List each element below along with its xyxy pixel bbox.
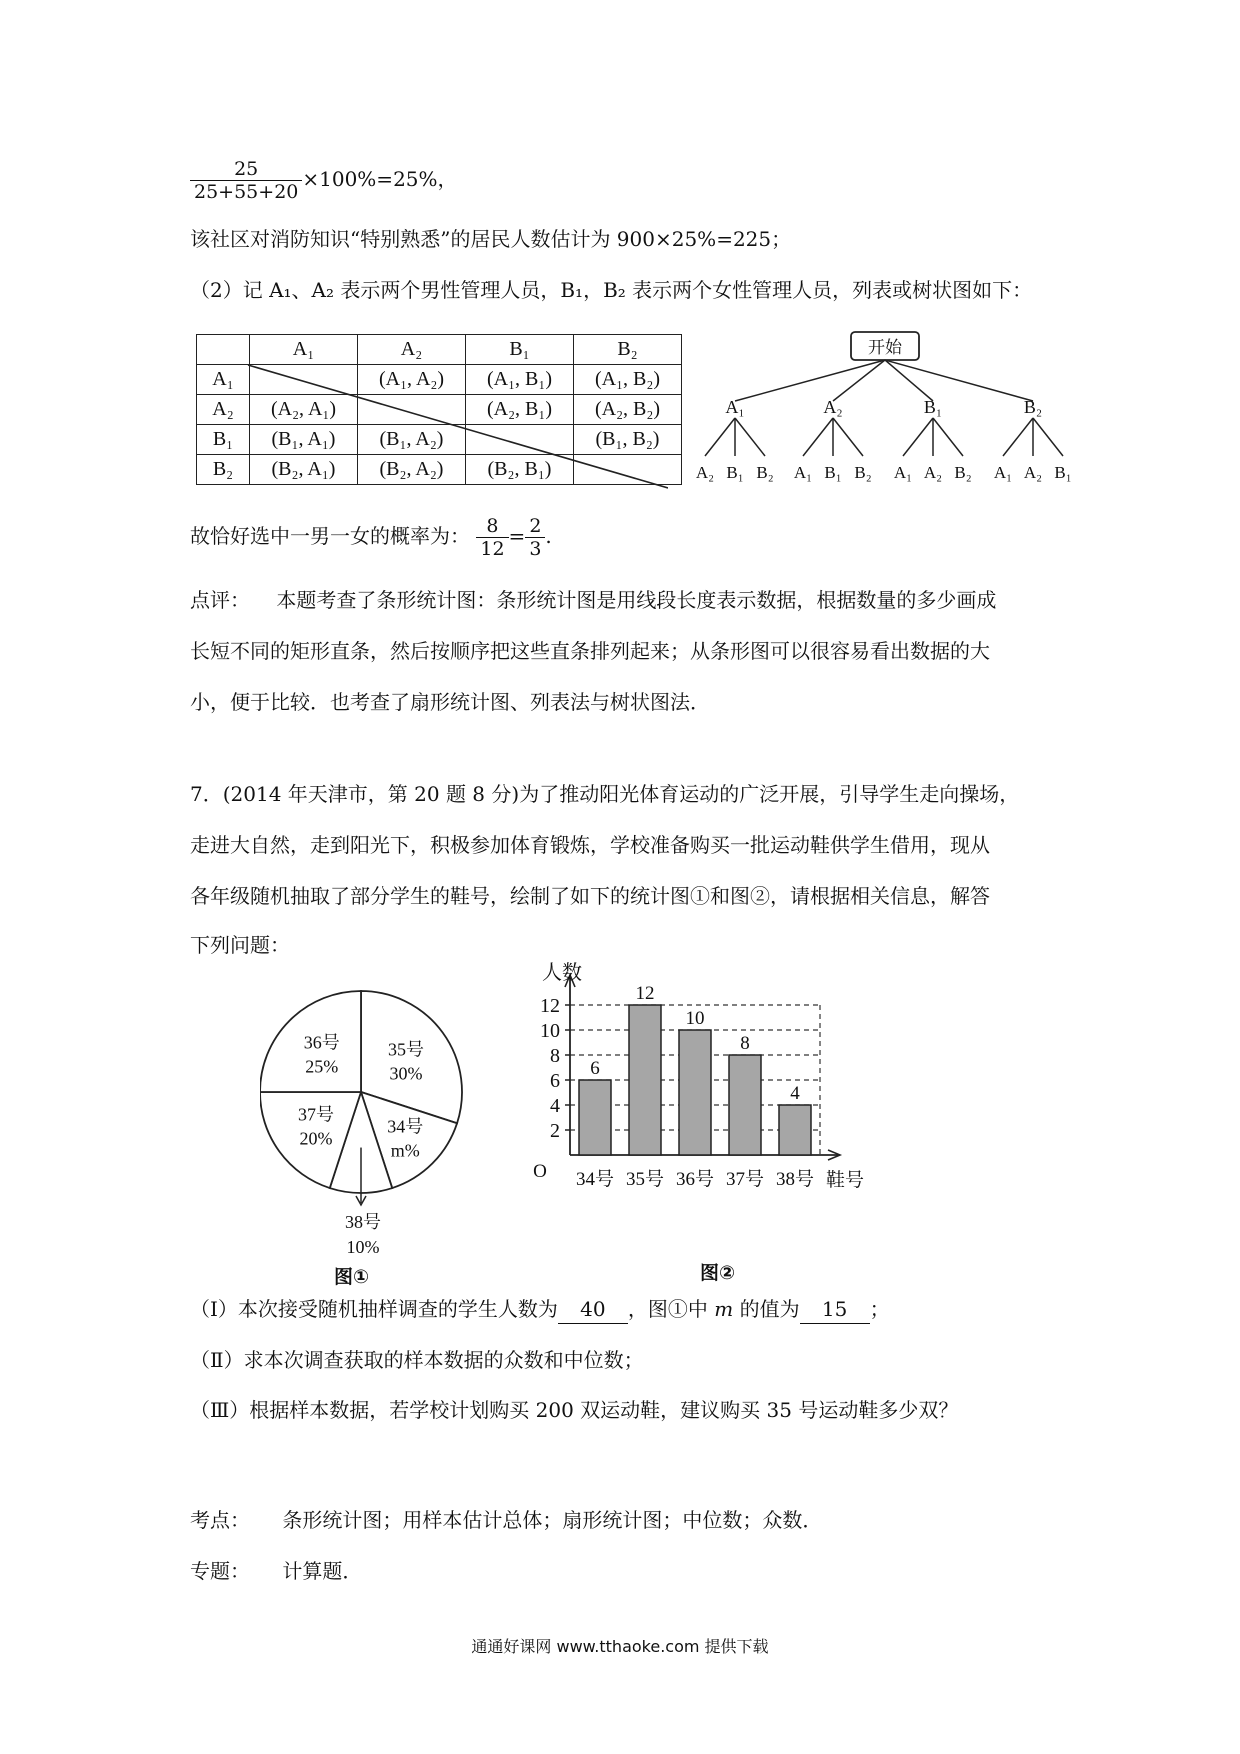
table-cell: A₂: [197, 395, 250, 425]
pie-label-name: 38号: [345, 1212, 381, 1232]
review-text-3: 小，便于比较．也考查了扇形统计图、列表法与树状图法．: [190, 690, 710, 714]
outcome-table-wrap: [196, 334, 682, 485]
bar-value-label: 10: [685, 1008, 705, 1029]
pie-chart: [260, 970, 510, 1260]
bar-value-label: 4: [790, 1083, 800, 1104]
prob-fraction-1: [476, 515, 508, 560]
kaodian-line: [190, 1506, 822, 1534]
tree-node-level2: B₁: [726, 463, 744, 482]
tree-node-level2: A₂: [923, 463, 943, 482]
tree-root-label: 开始: [868, 338, 902, 358]
prob-prefix: 故恰好选中一男一女的概率为：: [190, 524, 470, 548]
table-cell: (A₂, B₁): [466, 395, 574, 425]
table-cell: (A₁, A₂): [358, 365, 466, 395]
pie-label-pct: m%: [390, 1140, 420, 1161]
kaodian-label: 考点：: [190, 1508, 250, 1532]
tree-branch-line: [1003, 418, 1033, 456]
review-text-1: 本题考查了条形统计图：条形统计图是用线段长度表示数据，根据数量的多少画成: [276, 588, 997, 612]
prob-eq: =: [508, 524, 526, 548]
answer-q2: （Ⅱ）求本次调查获取的样本数据的众数和中位数；: [190, 1348, 644, 1372]
y-tick-label: 6: [550, 1070, 560, 1092]
q1-prefix: （Ⅰ）本次接受随机抽样调查的学生人数为: [190, 1297, 558, 1321]
pie-label-pct: 20%: [299, 1128, 333, 1149]
bar: [729, 1055, 761, 1155]
tree-node-level1: B₂: [1023, 397, 1043, 417]
tree-node-level2: A₁: [893, 463, 913, 482]
pie-label-name: 37号: [298, 1104, 335, 1125]
x-tick-label: 35号: [625, 1169, 665, 1190]
bar-value-label: 12: [635, 983, 655, 1004]
part2-intro: （2）记 A₁、A₂ 表示两个男性管理人员，B₁，B₂ 表示两个女性管理人员，列表或树状图如下：: [190, 278, 1033, 302]
origin-label: O: [533, 1161, 547, 1182]
calc-formula: [190, 158, 458, 203]
tree-branch-line: [885, 360, 1033, 401]
tree-branch-line: [803, 418, 833, 456]
q1-answer-m: 15: [800, 1295, 870, 1324]
table-cell: B₂: [197, 455, 250, 485]
table-header-cell: A₁: [250, 335, 358, 365]
bar: [629, 1005, 661, 1155]
table-cell: (A₂, B₂): [574, 395, 682, 425]
kaodian-text: 条形统计图；用样本估计总体；扇形统计图；中位数；众数．: [282, 1508, 823, 1532]
prob-end: .: [545, 524, 552, 548]
tree-node-level2: A₂: [1023, 463, 1043, 482]
tree-branch-line: [933, 418, 963, 456]
y-axis-label: 人数: [542, 960, 582, 984]
table-cell: (B₁, B₂): [574, 425, 682, 455]
bar-chart: [520, 955, 960, 1215]
zhuanti-line: [190, 1557, 362, 1585]
tree-node-level2: A₁: [793, 463, 813, 482]
prob-f2-den: 3: [529, 538, 542, 560]
pie-label-pct: 25%: [305, 1056, 339, 1077]
table-cell: (B₂, B₁): [466, 455, 574, 485]
pie-label-name: 36号: [303, 1032, 340, 1053]
tree-branch-line: [705, 418, 735, 456]
calc-estimate-line: 该社区对消防知识“特别熟悉”的居民人数估计为 900×25%=225；: [190, 227, 792, 251]
q1-answer-students: 40: [558, 1295, 628, 1324]
prob-fraction-2: [525, 515, 545, 560]
calc-frac-tail: ×100%=25%，: [302, 167, 458, 191]
table-cell: (B₁, A₂): [358, 425, 466, 455]
calc-frac-num: 25: [190, 158, 302, 181]
prob-f2-num: 2: [525, 515, 545, 538]
tree-branch-line: [735, 418, 765, 456]
tree-branch-line: [833, 360, 885, 401]
table-cell: (B₂, A₁): [250, 455, 358, 485]
review-label: 点评：: [190, 588, 250, 612]
tree-branch-line: [735, 360, 885, 401]
tree-diagram: [690, 328, 1090, 498]
y-tick-label: 12: [540, 995, 560, 1017]
x-tick-label: 38号: [775, 1169, 815, 1190]
table-cell: A₁: [197, 365, 250, 395]
y-tick-label: 10: [540, 1020, 560, 1042]
tree-branch-line: [833, 418, 863, 456]
tree-branch-line: [1033, 418, 1063, 456]
tree-node-level1: A₁: [725, 397, 745, 417]
tree-node-level2: B₁: [1054, 463, 1072, 482]
tree-node-level2: B₂: [854, 463, 872, 482]
pie-label-name: 34号: [387, 1116, 424, 1137]
calc-fraction: [190, 158, 302, 203]
q7-line-4: 下列问题：: [190, 933, 290, 957]
q7-line-2: 走进大自然，走到阳光下，积极参加体育锻炼，学校准备购买一批运动鞋供学生借用，现从: [190, 833, 990, 857]
tree-node-level1: B₁: [923, 397, 943, 417]
pie-label-pct: 30%: [389, 1063, 423, 1084]
table-cell: (A₂, A₁): [250, 395, 358, 425]
pie-label-pct: 10%: [346, 1237, 380, 1257]
q7-line-3: 各年级随机抽取了部分学生的鞋号，绘制了如下的统计图①和图②，请根据相关信息，解答: [190, 884, 990, 908]
table-header-cell: B₁: [466, 335, 574, 365]
probability-line: [190, 515, 552, 560]
tree-branch-line: [903, 418, 933, 456]
tree-node-level2: B₂: [954, 463, 972, 482]
tree-node-level2: B₂: [756, 463, 774, 482]
table-cell: (B₂, A₂): [358, 455, 466, 485]
answer-q1: [190, 1295, 890, 1324]
bar: [579, 1080, 611, 1155]
table-cell: (A₁, B₁): [466, 365, 574, 395]
bar: [679, 1030, 711, 1155]
pie-caption: 图①: [334, 1266, 370, 1288]
bar: [779, 1105, 811, 1155]
page-footer: 通通好课网 www.tthaoke.com 提供下载: [471, 1637, 769, 1656]
zhuanti-text: 计算题．: [282, 1559, 363, 1583]
table-diagonal: [196, 334, 668, 494]
y-tick-label: 2: [550, 1120, 560, 1142]
review-line-1: [190, 586, 996, 614]
table-cell: (A₁, B₂): [574, 365, 682, 395]
q1-var-m: m: [714, 1297, 734, 1321]
answer-q3: （Ⅲ）根据样本数据，若学校计划购买 200 双运动鞋，建议购买 35 号运动鞋多少双？: [190, 1398, 959, 1422]
pie-label-name: 35号: [387, 1039, 424, 1060]
review-text-2: 长短不同的矩形直条，然后按顺序把这些直条排列起来；从条形图可以很容易看出数据的大: [190, 639, 990, 663]
y-tick-label: 4: [550, 1095, 560, 1117]
bar-caption: 图②: [700, 1262, 736, 1284]
q1-mid: ，图①中: [627, 1297, 708, 1321]
table-cell: B₁: [197, 425, 250, 455]
x-tick-label: 37号: [725, 1169, 765, 1190]
tree-node-level2: A₁: [993, 463, 1013, 482]
tree-node-level2: B₁: [824, 463, 842, 482]
x-tick-label: 34号: [575, 1169, 615, 1190]
x-tick-label: 36号: [675, 1169, 715, 1190]
bar-value-label: 8: [740, 1033, 750, 1054]
calc-frac-den: 25+55+20: [194, 181, 299, 203]
y-tick-label: 8: [550, 1045, 560, 1067]
zhuanti-label: 专题：: [190, 1559, 250, 1583]
q7-line-1: 7．(2014 年天津市，第 20 题 8 分)为了推动阳光体育运动的广泛开展，引导学生走向操场，: [190, 782, 1020, 806]
prob-f1-num: 8: [476, 515, 508, 538]
bar-value-label: 6: [590, 1058, 600, 1079]
tree-node-level2: A₂: [695, 463, 715, 482]
table-header-cell: A₂: [358, 335, 466, 365]
tree-node-level1: A₂: [823, 397, 843, 417]
prob-f1-den: 12: [480, 538, 505, 560]
table-header-cell: B₂: [574, 335, 682, 365]
q1-mid2: 的值为: [739, 1297, 800, 1321]
q1-end: ；: [869, 1297, 890, 1321]
x-axis-label: 鞋号: [825, 1169, 865, 1191]
table-cell: (B₁, A₁): [250, 425, 358, 455]
